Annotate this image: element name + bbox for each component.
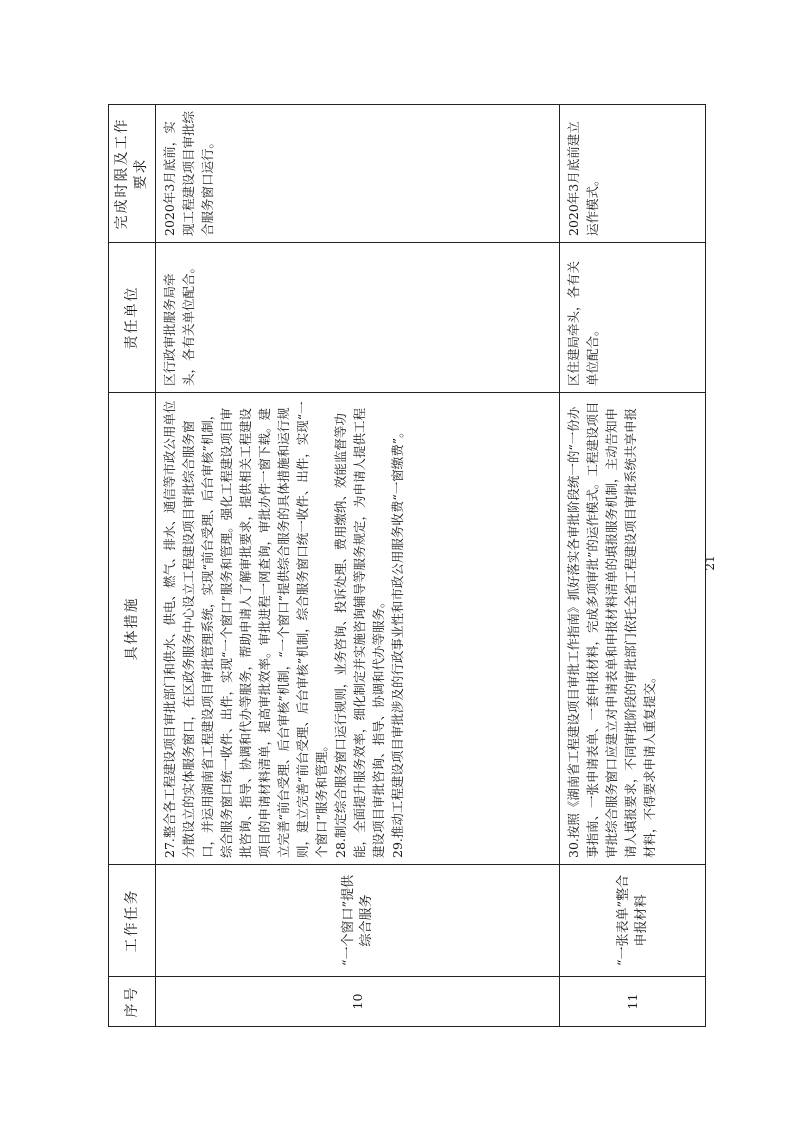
row-measures [156, 393, 560, 865]
table-row [560, 105, 706, 1027]
header-seq: 序号 [109, 977, 156, 1027]
row-task: “一张表单”整合申报材料 [560, 865, 706, 977]
rotated-table-page [108, 105, 704, 1027]
page-number: 21 [703, 555, 717, 571]
header-row [109, 105, 156, 1027]
measure-item: 29.推动工程建设项目审批涉及的行政事业性和市政公用服务收费“一窗缴费”。 [390, 425, 405, 858]
header-measures: 具体措施 [109, 393, 156, 865]
row-deadline: 2020年3月底前，实现工程建设项目审批综合服务窗口运行。 [156, 105, 560, 243]
work-task-table [108, 104, 706, 1027]
table-row [156, 105, 560, 1027]
header-unit: 责任单位 [109, 243, 156, 393]
row-deadline: 2020年3月底前建立运作模式。 [560, 105, 706, 243]
measure-item: 30.按照《湖南省工程建设项目审批工作指南》抓好落实各审批阶段统一的“一份办事指南、一张申请表单、一套申报材料，完成多项审批”的运作模式。工程建设项目审批综合服务窗口应建立对申请表单和申报材料清单的填报服务机制，主动告知申请人填报要求，不同审批阶段的审批部门依托全省工程建设项目审批系统共享申报材料，不得要求申请人重复提交。 [566, 401, 657, 858]
row-measures [560, 393, 706, 865]
header-task: 工作任务 [109, 865, 156, 977]
measure-item: 28.制定综合服务窗口运行规则，业务咨询、投诉处理、费用缴纳、效能监督等功能，全面提升服务效率，细化制定并实施咨询辅导等服务规定，为申请人提供工程建设项目审批咨询、指导、协调和代办等服务。 [333, 407, 386, 858]
measure-item: 27.整合各工程建设项目审批部门和供水、供电、燃气、排水、通信等市政公用单位分散设立的实体服务窗口，在区政务服务中心设立工程建设项目审批综合服务窗口，并运用湖南省工程建设项目审批管理系统，实现“前台受理、后台审核”机制，综合服务窗口统一收件、出件，实现“一个窗口”服务和管理。强化工程建设项目审批咨询、指导、协调和代办等服务，帮助申请人了解审批要求，提供相关工程建设项目的申请材料清单，提高审批效率。审批进程一网查询，审批办件一窗下载。建立完善“前台受理、后台审核”机制，“一个窗口”提供综合服务的具体措施和运行规则，建立完善“前台受理、后台审核”机制，综合服务窗口统一收件、出件，实现“一个窗口”服务和管理。 [162, 400, 329, 858]
row-seq: 11 [560, 977, 706, 1027]
row-task: “一个窗口”提供综合服务 [156, 865, 560, 977]
row-unit: 区住建局牵头，各有关单位配合。 [560, 243, 706, 393]
header-deadline: 完成时限及工作要求 [109, 105, 156, 243]
row-seq: 10 [156, 977, 560, 1027]
row-unit: 区行政审批服务局牵头，各有关单位配合。 [156, 243, 560, 393]
